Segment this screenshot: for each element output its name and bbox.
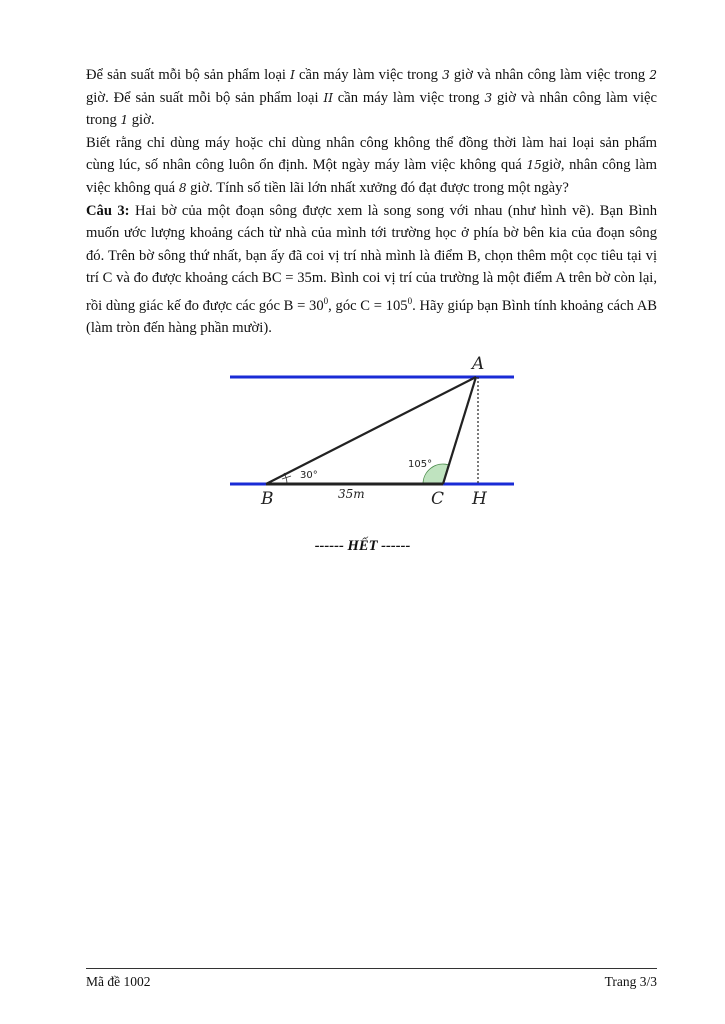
problem2-para1 — [86, 64, 657, 132]
text: Hai bờ của một đoạn sông được xem là song song với nhau (như hình vẽ). Bạn Bình muốn ước lượng khoảng cách từ nhà của mình tới trường học ở phía bờ bên kia của đoạn sông đó. Trên bờ sông thứ nhất, bạn ấy đã coi vị trí nhà mình là điểm B, chọn thêm một cọc tiêu tại vị trí C và đo được khoảng cách BC = 35m. Bình coi vị trí của trường là một điểm A trên bờ còn lại, rồi dùng giác kế đo được các góc B = 30 — [86, 202, 657, 314]
math: 2 — [649, 68, 657, 82]
page-content — [86, 64, 657, 340]
math: 3 — [442, 68, 450, 82]
text: giờ. Để sản suất mỗi bộ sản phẩm loại — [86, 89, 324, 106]
label-b: B — [261, 489, 274, 509]
superscript: 0 — [323, 295, 329, 306]
label-h: H — [472, 489, 487, 509]
label-a: A — [472, 354, 485, 374]
text: giờ và nhân công làm việc trong — [86, 89, 657, 129]
text: cần máy làm việc trong — [332, 89, 485, 106]
text: giờ và nhân công làm việc trong — [449, 67, 650, 83]
text: cần máy làm việc trong — [294, 67, 443, 83]
text: , góc C = 105 — [328, 297, 408, 314]
text: Biết rằng chỉ dùng máy hoặc chỉ dùng nhân công không thể đồng thời làm hai loại sản phẩm cùng lúc, số nhân công luôn ổn định. Một ngày máy làm việc không quá — [86, 134, 657, 174]
math: 3 — [484, 90, 493, 105]
math: I — [290, 68, 295, 82]
figure-svg — [228, 350, 518, 510]
river-triangle-figure — [228, 350, 518, 510]
problem2-para2 — [86, 132, 657, 200]
problem3 — [86, 200, 657, 340]
text: giờ. Tính số tiền lãi lớn nhất xưởng đó đạt được trong một ngày? — [186, 179, 569, 196]
math: 15 — [526, 158, 542, 173]
label-angle-b: 30° — [300, 470, 318, 481]
math: II — [323, 90, 333, 105]
problem3-label: Câu 3: — [86, 202, 130, 219]
superscript: 0 — [407, 295, 413, 306]
text: . Hãy giúp bạn Bình tính khoảng cách AB (làm tròn đến hàng phần mười). — [86, 297, 657, 337]
label-side-bc: 35m — [338, 487, 365, 501]
text: giờ, nhân công làm việc không quá — [86, 157, 657, 196]
page-footer — [86, 968, 657, 990]
page-number: Trang 3/3 — [604, 974, 657, 989]
side-ca — [443, 377, 476, 484]
text: Để sản suất mỗi bộ sản phẩm loại — [86, 67, 291, 83]
math: 8 — [178, 180, 187, 195]
math: 1 — [120, 113, 129, 128]
label-c: C — [431, 489, 445, 509]
text: giờ. — [128, 112, 155, 129]
label-angle-c: 105° — [408, 459, 433, 470]
exam-code: Mã đề 1002 — [86, 974, 151, 989]
end-mark: ------ HẾT ------ — [314, 538, 411, 554]
